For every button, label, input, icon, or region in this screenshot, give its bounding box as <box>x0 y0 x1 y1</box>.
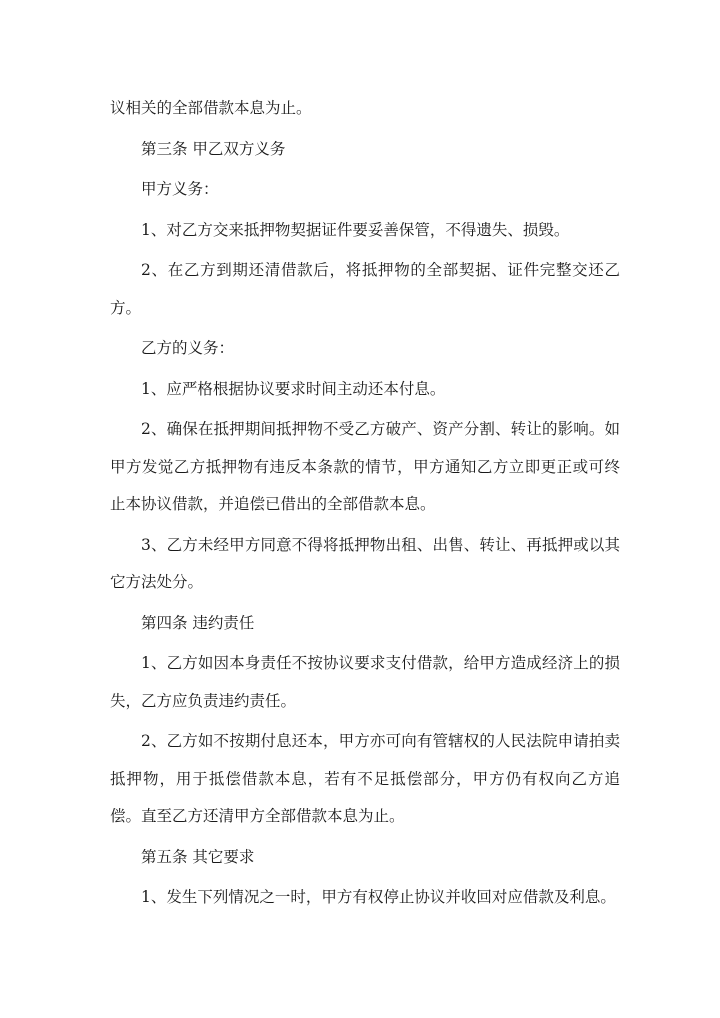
party-b-obligation-1: 1、应严格根据协议要求时间主动还本付息。 <box>141 379 446 398</box>
party-b-obligations-heading: 乙方的义务： <box>141 339 235 357</box>
liability-clause-2: 2、乙方如不按期付息还本，甲方亦可向有管辖权的人民法院申请拍卖抵押物，用于抵偿借款本息，若有不足抵偿部分，甲方仍有权向乙方追偿。直至乙方还清甲方全部借款本息为止。 <box>110 732 620 825</box>
party-a-obligation-1: 1、对乙方交来抵押物契据证件要妥善保管，不得遗失、损毁。 <box>141 220 570 239</box>
other-requirement-1: 1、发生下列情况之一时，甲方有权停止协议并收回对应借款及利息。 <box>141 888 616 906</box>
article-5-heading: 第五条 其它要求 <box>141 847 255 866</box>
party-a-obligations-heading: 甲方义务： <box>141 180 219 198</box>
party-a-obligation-2: 2、在乙方到期还清借款后，将抵押物的全部契据、证件完整交还乙方。 <box>110 261 620 317</box>
liability-clause-1: 1、乙方如因本身责任不按协议要求支付借款，给甲方造成经济上的损失，乙方应负责违约责任。 <box>110 654 620 710</box>
party-b-obligation-3: 3、乙方未经甲方同意不得将抵押物出租、出售、转让、再抵押或以其它方法处分。 <box>110 535 620 591</box>
article-3-heading: 第三条 甲乙双方义务 <box>141 139 286 158</box>
article-4-heading: 第四条 违约责任 <box>141 613 255 632</box>
document-body <box>110 90 620 920</box>
party-b-obligation-2: 2、确保在抵押期间抵押物不受乙方破产、资产分割、转让的影响。如甲方发觉乙方抵押物有违反本条款的情节，甲方通知乙方立即更正或可终止本协议借款，并追偿已借出的全部借款本息。 <box>110 420 620 513</box>
paragraph-continuation: 议相关的全部借款本息为止。 <box>110 99 312 117</box>
